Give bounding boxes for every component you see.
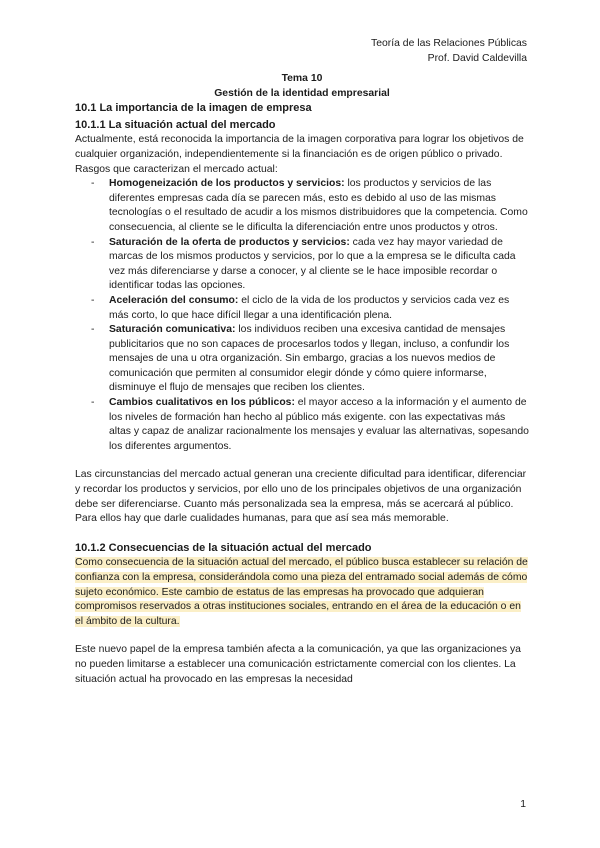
rasgos-list (75, 177, 529, 454)
bullet-text: los productos y servicios de las diferentes empresas cada día se parecen más, esto es debido al uso de las mismas tecnologías o el resultado de acudir a los mismos distribuidores que la competencia. Como consecuencia, al cliente se le dificulta la diferenciación entre unos productos y otros. (109, 178, 528, 233)
list-item: - Saturación comunicativa: los individuos reciben una excesiva cantidad de mensajes publicitarios que no son capaces de procesarlos todos y llegan, incluso, a confundir los mensajes de una u otra organización. Sin embargo, gracias a los nuevos medios de comunicación que permiten al consumidor elegir dónde y cómo quiere informarse, disminuye el flujo de mensajes que reciben los clientes. (91, 324, 510, 394)
closing-paragraph: Las circunstancias del mercado actual generan una creciente dificultad para identificar, diferenciar y recordar los productos y servicios, por ello uno de los principales objetivos de una organización debe ser diferenciarse. Cuanto más personalizada sea la empresa, más se acercará al público. Para ellos hay que darle cualidades humanas, para que así sea más memorable. (75, 469, 527, 525)
text-highlight: Como consecuencia de la situación actual del mercado, el público busca establecer su relación de confianza con la empresa, considerándola como una pieza del entramado social además de cómo sujeto económico. Este cambio de estatus de las empresas ha provocado que adquieran compromisos reservados a otras instituciones sociales, entrando en el área de la educación o en el ámbito de la cultura. (75, 557, 528, 627)
bullet-term: Aceleración del consumo: (109, 294, 239, 306)
list-item: - Aceleración del consumo: el ciclo de la vida de los productos y servicios cada vez es más corto, lo que hace difícil llegar a una identificación plena. (91, 294, 510, 321)
bullet-text: el ciclo de la vida de los productos y servicios cada vez es más corto, lo que hace difícil llegar a una identificación plena. (109, 294, 510, 321)
rasgos-intro: Rasgos que caracterizan el mercado actual: (75, 163, 278, 175)
bullet-text: el mayor acceso a la información y el aumento de los niveles de formación han hecho al público más exigente. con las expectativas más altas y capaz de analizar racionalmente los mensajes y evaluar las alternativas, sopesando los diferentes argumentos. (109, 397, 529, 452)
highlighted-paragraph (75, 556, 529, 629)
list-item: - Homogeneización de los productos y servicios: los productos y servicios de las diferentes empresas cada día se parecen más, esto es debido al uso de las mismas tecnologías o el resultado de acudir a los mismos distribuidores que la competencia. Como consecuencia, al cliente se le dificulta la diferenciación entre unos productos y otros. (91, 178, 528, 233)
course-title: Teoría de las Relaciones Públicas (371, 38, 527, 49)
intro-paragraph: Actualmente, está reconocida la importancia de la imagen corporativa para lograr los objetivos de cualquier organización, independientemente si la financiación es de origen público o privado. (75, 134, 524, 160)
page-header (371, 36, 527, 66)
author-name: Prof. David Caldevilla (427, 53, 527, 64)
section-heading-10-1-1: 10.1.1 La situación actual del mercado (75, 118, 276, 131)
tema-title: Tema 10 (281, 73, 323, 84)
bullet-term: Saturación comunicativa: (109, 324, 236, 336)
page-number: 1 (520, 799, 526, 810)
tema-subtitle: Gestión de la identidad empresarial (214, 87, 390, 99)
bullet-text: los individuos reciben una excesiva cantidad de mensajes publicitarios que no son capaces de procesarlos todos y llegan, incluso, a confundir los mensajes de una u otra organización. Sin embargo, gracias a los nuevos medios de comunicación que permiten al consumidor elegir dónde y cómo quiere informarse, disminuye el flujo de mensajes que reciben los clientes. (109, 324, 510, 394)
list-item: - Saturación de la oferta de productos y servicios: cada vez hay mayor variedad de marcas de los mismos productos y servicios, por lo que a la empresa se le dificulta cada vez más diferenciarse y darse a conocer, y al cliente se le hace imposible recordar o identificar todas las opciones. (91, 236, 516, 292)
bullet-text: cada vez hay mayor variedad de marcas de los mismos productos y servicios, por lo que a la empresa se le dificulta cada vez más diferenciarse y darse a conocer, y al cliente se le hace imposible recordar o identificar todas las opciones. (109, 236, 516, 292)
bullet-term: Saturación de la oferta de productos y servicios: (109, 236, 350, 248)
document-body (75, 72, 529, 687)
final-paragraph: Este nuevo papel de la empresa también afecta a la comunicación, ya que las organizaciones ya no pueden limitarse a establecer una comunicación estrictamente comercial con los clientes. La situación actual ha provocado en las empresas la necesidad (75, 644, 521, 685)
section-heading-10-1-2: 10.1.2 Consecuencias de la situación actual del mercado (75, 541, 372, 554)
bullet-term: Homogeneización de los productos y servicios: (109, 178, 345, 190)
section-heading-10-1: 10.1 La importancia de la imagen de empresa (75, 102, 312, 115)
bullet-term: Cambios cualitativos en los públicos: (109, 397, 295, 409)
list-item: - Cambios cualitativos en los públicos: el mayor acceso a la información y el aumento de los niveles de formación han hecho al público más exigente. con las expectativas más altas y capaz de analizar racionalmente los mensajes y evaluar las alternativas, sopesando los diferentes argumentos. (91, 397, 529, 452)
